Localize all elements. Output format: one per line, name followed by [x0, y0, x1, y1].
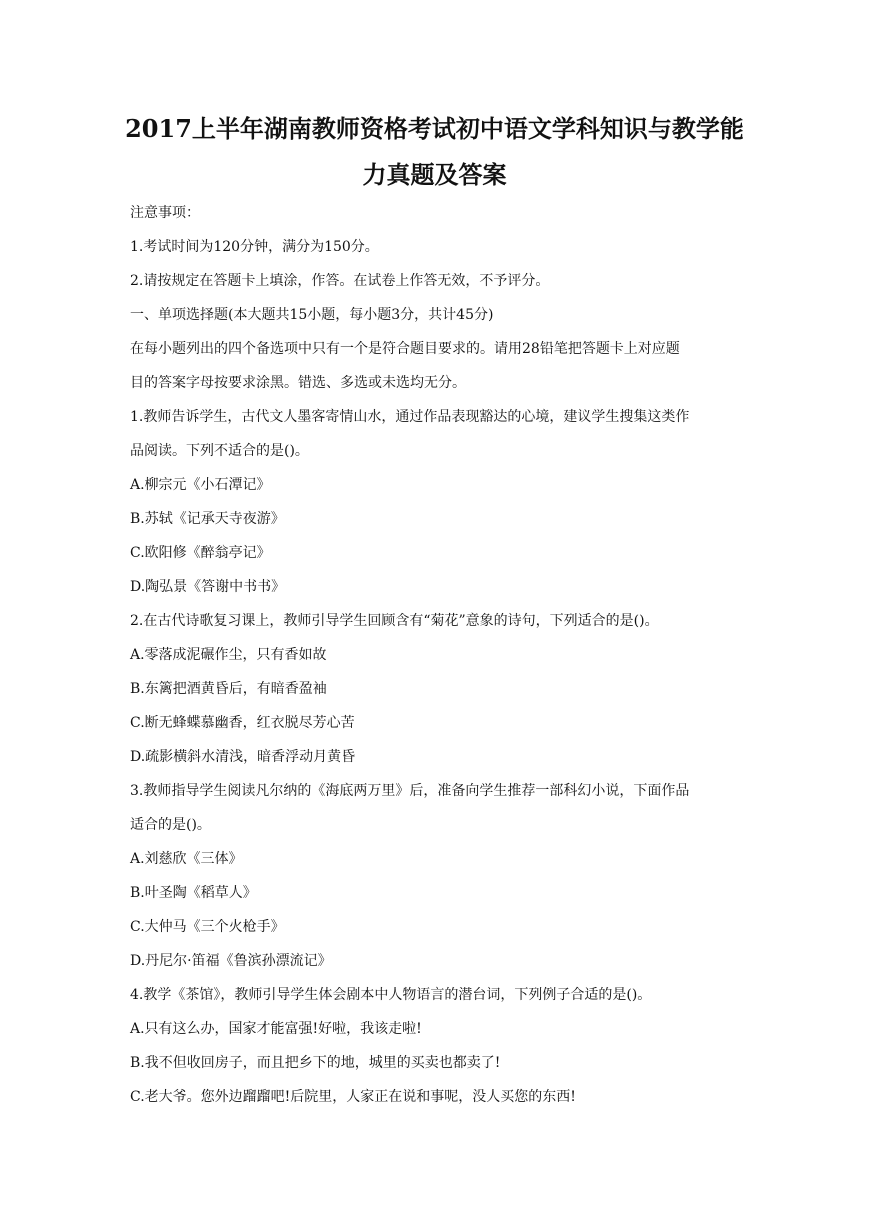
- document-title-line-2: 力真题及答案: [362, 160, 507, 189]
- question-4-option-a: A.只有这么办，国家才能富强!好啦，我该走啦!: [130, 1021, 422, 1037]
- notice-heading: 注意事项：: [130, 205, 200, 221]
- question-1-stem-line-2: 品阅读。下列不适合的是()。: [130, 443, 309, 459]
- question-3-option-b: B.叶圣陶《稻草人》: [130, 885, 257, 901]
- question-4-stem: 4.教学《茶馆》，教师引导学生体会剧本中人物语言的潜台词，下列例子合适的是()。: [130, 987, 652, 1003]
- question-2-stem: 2.在古代诗歌复习课上，教师引导学生回顾含有“菊花”意象的诗句，下列适合的是()。: [130, 613, 659, 629]
- question-2-option-a: A.零落成泥碾作尘，只有香如故: [130, 647, 327, 663]
- section-instruction-line-1: 在每小题列出的四个备选项中只有一个是符合题目要求的。请用28铅笔把答题卡上对应题: [130, 341, 680, 357]
- question-3-option-a: A.刘慈欣《三体》: [130, 851, 243, 867]
- question-2-option-c: C.断无蜂蝶慕幽香，红衣脱尽芳心苦: [130, 715, 355, 731]
- section-instruction-line-2: 目的答案字母按要求涂黑。错选、多选或未选均无分。: [130, 375, 466, 391]
- question-1-option-c: C.欧阳修《醉翁亭记》: [130, 545, 271, 561]
- question-4-option-b: B.我不但收回房子，而且把乡下的地，城里的买卖也都卖了!: [130, 1055, 501, 1071]
- question-3-option-c: C.大仲马《三个火枪手》: [130, 919, 285, 935]
- question-1-option-b: B.苏轼《记承天寺夜游》: [130, 511, 285, 527]
- document-title-line-1: 2017上半年湖南教师资格考试初中语文学科知识与教学能: [125, 114, 744, 143]
- section-heading: 一、单项选择题(本大题共15小题，每小题3分，共计45分): [130, 307, 494, 323]
- question-4-option-c: C.老大爷。您外边蹓蹓吧!后院里，人家正在说和事呢，没人买您的东西!: [130, 1089, 576, 1105]
- question-2-option-b: B.东篱把酒黄昏后，有暗香盈袖: [130, 681, 327, 697]
- question-3-stem-line-1: 3.教师指导学生阅读凡尔纳的《海底两万里》后，准备向学生推荐一部科幻小说，下面作品: [130, 783, 690, 799]
- question-2-option-d: D.疏影横斜水清浅，暗香浮动月黄昏: [130, 749, 356, 765]
- question-3-stem-line-2: 适合的是()。: [130, 817, 211, 833]
- question-3-option-d: D.丹尼尔·笛福《鲁滨孙漂流记》: [130, 953, 332, 969]
- question-1-option-d: D.陶弘景《答谢中书书》: [130, 579, 286, 595]
- notice-item-1: 1.考试时间为120分钟，满分为150分。: [130, 239, 379, 255]
- question-1-option-a: A.柳宗元《小石潭记》: [130, 477, 271, 493]
- question-1-stem-line-1: 1.教师告诉学生，古代文人墨客寄情山水，通过作品表现豁达的心境，建议学生搜集这类作: [130, 409, 690, 425]
- notice-item-2: 2.请按规定在答题卡上填涂，作答。在试卷上作答无效，不予评分。: [130, 273, 550, 289]
